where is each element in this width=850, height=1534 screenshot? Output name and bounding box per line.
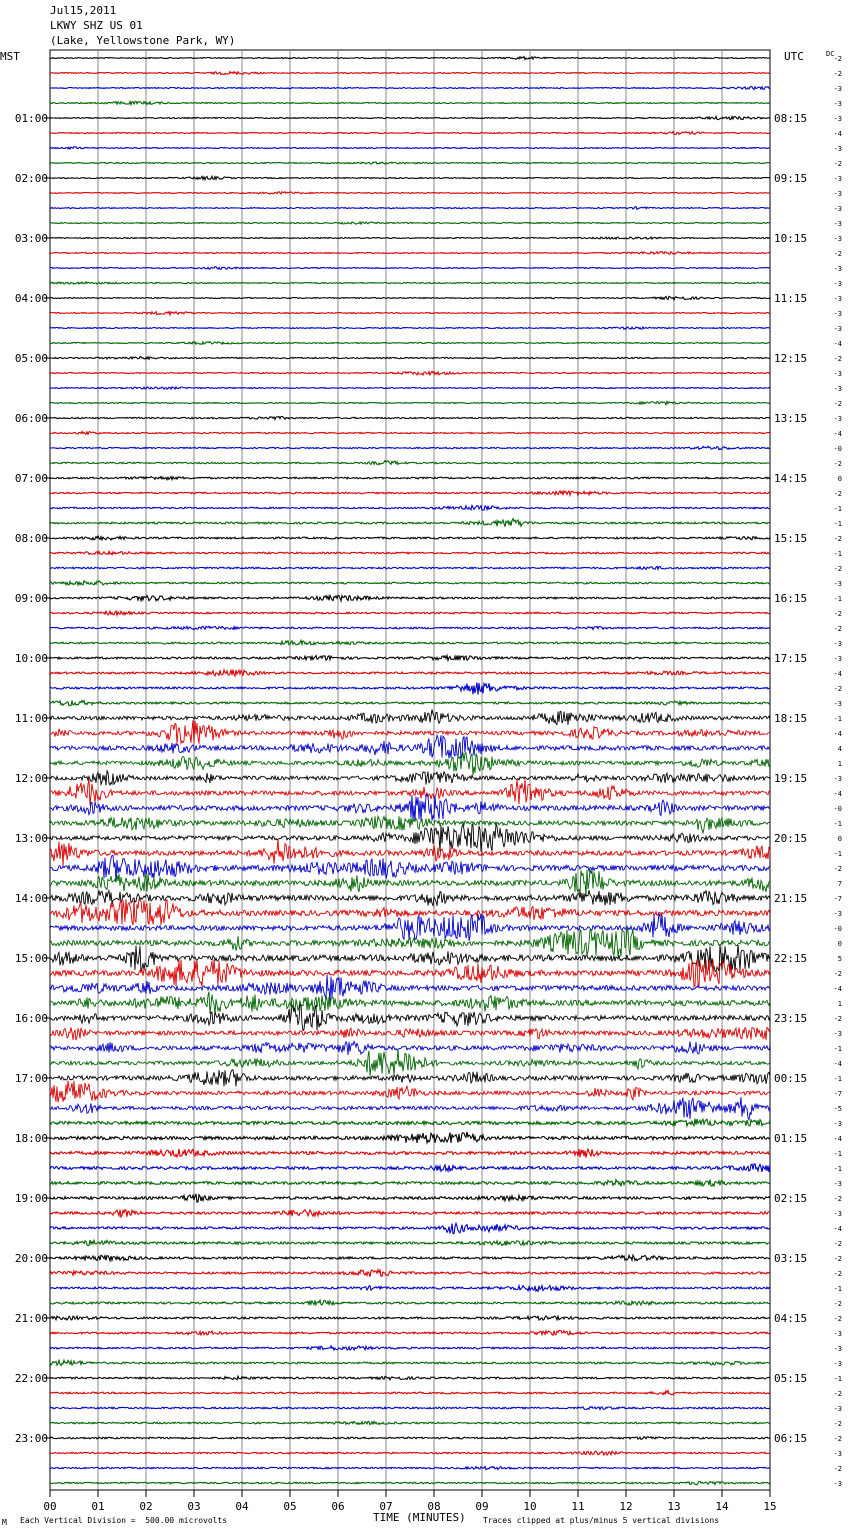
left-hour-label: 09:00 [14, 592, 48, 605]
seismic-trace [50, 1119, 770, 1126]
seismic-trace [50, 1180, 770, 1187]
dc-offset-label: 0 [837, 475, 842, 483]
dc-offset-label: -4 [833, 670, 842, 678]
dc-offset-label: -3 [833, 1210, 842, 1218]
seismic-trace [50, 402, 770, 405]
seismic-trace [50, 1376, 770, 1380]
dc-offset-label: -2 [833, 70, 842, 78]
seismic-trace [50, 371, 770, 375]
seismic-trace [50, 890, 770, 906]
seismic-trace [50, 1223, 770, 1233]
seismic-trace [50, 899, 770, 925]
x-tick-label: 13 [667, 1500, 681, 1513]
dc-offset-label: 7 [837, 880, 842, 888]
dc-offset-label: -4 [833, 340, 842, 348]
seismic-trace [50, 101, 770, 104]
dc-offset-label: -2 [833, 1435, 842, 1443]
dc-offset-label: -7 [833, 895, 842, 903]
seismic-trace [50, 701, 770, 706]
corner-mark: M [2, 1518, 7, 1527]
left-hour-label: 19:00 [14, 1192, 48, 1205]
dc-offset-label: -2 [833, 970, 842, 978]
seismic-trace [50, 1132, 770, 1143]
seismic-trace [50, 1240, 770, 1246]
right-hour-label: 18:15 [774, 712, 808, 725]
seismic-trace [50, 282, 770, 284]
dc-offset-label: -3 [833, 220, 842, 228]
dc-offset-label: -3 [833, 640, 842, 648]
dc-offset-label: -3 [833, 175, 842, 183]
seismic-trace [50, 670, 770, 677]
left-hour-label: 16:00 [14, 1012, 48, 1025]
right-hour-label: 03:15 [774, 1252, 808, 1265]
dc-offset-label: -0 [833, 925, 842, 933]
seismic-trace [50, 162, 770, 164]
seismic-trace [50, 461, 770, 465]
seismic-trace [50, 506, 770, 511]
seismic-trace [50, 536, 770, 540]
dc-offset-label: -3 [833, 415, 842, 423]
seismic-trace [50, 735, 770, 758]
seismic-trace [50, 1255, 770, 1261]
seismic-trace [50, 1005, 770, 1031]
seismic-trace [50, 117, 770, 120]
seismic-trace [50, 1210, 770, 1217]
dc-offset-label: 1 [837, 760, 842, 768]
x-tick-label: 15 [763, 1500, 777, 1513]
seismic-trace [50, 342, 770, 345]
dc-offset-label: -3 [833, 115, 842, 123]
seismic-trace [50, 1437, 770, 1440]
right-hour-label: 20:15 [774, 832, 808, 845]
x-tick-label: 12 [619, 1500, 633, 1513]
dc-label: DC [826, 50, 835, 58]
right-hour-label: 06:15 [774, 1432, 808, 1445]
dc-offset-label: -2 [833, 1240, 842, 1248]
x-tick-label: 14 [715, 1500, 729, 1513]
dc-offset-label: -2 [833, 1390, 842, 1398]
right-hour-label: 00:15 [774, 1072, 808, 1085]
right-hour-label: 21:15 [774, 892, 808, 905]
dc-offset-label: -3 [833, 1180, 842, 1188]
dc-offset-label: -3 [833, 235, 842, 243]
right-hour-label: 09:15 [774, 172, 808, 185]
date-title: Jul15,2011 [50, 4, 117, 17]
left-hour-label: 04:00 [14, 292, 48, 305]
left-hour-label: 10:00 [14, 652, 48, 665]
seismic-trace [50, 771, 770, 786]
right-hour-label: 10:15 [774, 232, 808, 245]
left-hour-label: 11:00 [14, 712, 48, 725]
seismic-trace [50, 753, 770, 776]
seismic-trace [50, 357, 770, 360]
x-tick-label: 02 [139, 1500, 153, 1513]
seismic-trace [50, 491, 770, 496]
dc-offset-label: -3 [833, 1360, 842, 1368]
dc-offset-label: -3 [833, 580, 842, 588]
dc-offset-label: -2 [833, 610, 842, 618]
seismic-trace [50, 387, 770, 389]
dc-offset-label: -3 [833, 265, 842, 273]
seismic-trace [50, 431, 770, 434]
seismic-trace [50, 683, 770, 695]
left-hour-label: 07:00 [14, 472, 48, 485]
seismic-trace [50, 611, 770, 615]
dc-offset-label: -2 [833, 625, 842, 633]
dc-offset-label: -4 [833, 1225, 842, 1233]
dc-offset-label: -1 [833, 1375, 842, 1383]
left-hour-label: 03:00 [14, 232, 48, 245]
clip-note: Traces clipped at plus/minus 5 vertical divisions [483, 1516, 720, 1525]
dc-offset-label: -3 [833, 205, 842, 213]
right-hour-label: 11:15 [774, 292, 808, 305]
station-title: LKWY SHZ US 01 [50, 19, 143, 32]
dc-offset-label: -2 [833, 1270, 842, 1278]
seismic-trace [50, 327, 770, 329]
x-tick-label: 09 [475, 1500, 489, 1513]
seismic-trace [50, 1049, 770, 1076]
seismic-trace [50, 795, 770, 822]
dc-offset-label: -7 [833, 1090, 842, 1098]
right-hour-label: 05:15 [774, 1372, 808, 1385]
seismic-trace [50, 477, 770, 480]
dc-offset-label: -3 [833, 100, 842, 108]
seismic-trace [50, 296, 770, 300]
left-hour-label: 08:00 [14, 532, 48, 545]
seismic-trace [50, 1330, 770, 1335]
right-hour-label: 19:15 [774, 772, 808, 785]
dc-offset-label: -2 [833, 355, 842, 363]
x-tick-label: 03 [187, 1500, 201, 1513]
dc-offset-label: -3 [833, 655, 842, 663]
dc-offset-label: -3 [833, 325, 842, 333]
dc-offset-label: -2 [833, 1420, 842, 1428]
trace-layer [50, 57, 770, 1485]
x-tick-label: 04 [235, 1500, 249, 1513]
dc-offset-label: 0 [837, 835, 842, 843]
dc-offset-label: -2 [833, 685, 842, 693]
seismic-trace [50, 816, 770, 833]
left-hour-label: 12:00 [14, 772, 48, 785]
dc-offset-label: -4 [833, 430, 842, 438]
x-tick-label: 11 [571, 1500, 585, 1513]
x-tick-label: 06 [331, 1500, 345, 1513]
seismic-trace [50, 1027, 770, 1040]
dc-offset-label: -2 [833, 1255, 842, 1263]
x-tick-label: 07 [379, 1500, 393, 1513]
seismic-trace [50, 176, 770, 179]
seismic-trace [50, 1081, 770, 1103]
dc-offset-label: -1 [833, 1150, 842, 1158]
seismic-trace [50, 207, 770, 210]
seismic-trace [50, 312, 770, 315]
left-hour-label: 13:00 [14, 832, 48, 845]
seismic-trace [50, 1300, 770, 1305]
plot-frame [50, 50, 770, 1490]
left-hour-label: 01:00 [14, 112, 48, 125]
seismic-trace [50, 1270, 770, 1277]
dc-offset-label: -1 [833, 1075, 842, 1083]
dc-offset-label: -2 [833, 1015, 842, 1023]
right-hour-label: 22:15 [774, 952, 808, 965]
dc-offset-label: 0 [837, 940, 842, 948]
right-hour-label: 08:15 [774, 112, 808, 125]
dc-offset-label: -3 [833, 1330, 842, 1338]
dc-offset-label: -2 [833, 1315, 842, 1323]
right-hour-label: 17:15 [774, 652, 808, 665]
seismic-trace [50, 237, 770, 239]
dc-offset-label: -2 [833, 490, 842, 498]
seismic-trace [50, 1421, 770, 1424]
right-hour-label: 15:15 [774, 532, 808, 545]
seismic-trace [50, 914, 770, 941]
dc-offset-label: -3 [833, 1450, 842, 1458]
right-hour-label: 14:15 [774, 472, 808, 485]
seismic-trace [50, 446, 770, 449]
seismic-trace [50, 1149, 770, 1158]
dc-offset-label: -3 [833, 1480, 842, 1488]
right-hour-label: 12:15 [774, 352, 808, 365]
dc-offset-label: -1 [833, 550, 842, 558]
seismic-trace [50, 132, 770, 135]
dc-offset-label: -2 [833, 55, 842, 63]
dc-offset-label: -3 [833, 700, 842, 708]
dc-offset-label: -4 [833, 790, 842, 798]
seismic-trace [50, 1164, 770, 1172]
seismic-trace [50, 147, 770, 149]
seismic-trace [50, 581, 770, 585]
left-hour-label: 05:00 [14, 352, 48, 365]
seismic-trace [50, 656, 770, 661]
left-hour-label: 14:00 [14, 892, 48, 905]
seismic-trace [50, 959, 770, 987]
location-title: (Lake, Yellowstone Park, WY) [50, 34, 236, 47]
dc-offset-label: -4 [833, 985, 842, 993]
dc-offset-label: -2 [833, 460, 842, 468]
dc-offset-label: -1 [833, 1165, 842, 1173]
x-tick-label: 10 [523, 1500, 537, 1513]
dc-offset-label: -2 [833, 1300, 842, 1308]
left-hour-label: 20:00 [14, 1252, 48, 1265]
seismic-trace [50, 417, 770, 420]
seismic-trace [50, 551, 770, 554]
dc-offset-label: -4 [833, 130, 842, 138]
seismic-trace [50, 1407, 770, 1410]
scale-note: Each Vertical Division = 500.00 microvolts [20, 1516, 228, 1525]
seismic-trace [50, 1346, 770, 1350]
dc-offset-label: -3 [833, 1345, 842, 1353]
seismic-trace [50, 595, 770, 601]
seismic-trace [50, 945, 770, 972]
dc-offset-label: -0 [833, 445, 842, 453]
dc-offset-label: -3 [833, 310, 842, 318]
right-timezone-label: UTC [784, 50, 804, 63]
seismic-trace [50, 1041, 770, 1055]
dc-offset-label: -1 [833, 715, 842, 723]
seismic-trace [50, 929, 770, 957]
dc-offset-label: -1 [833, 820, 842, 828]
dc-offset-label: -2 [833, 160, 842, 168]
left-hour-label: 15:00 [14, 952, 48, 965]
dc-offset-label: -1 [833, 595, 842, 603]
seismic-trace [50, 855, 770, 881]
dc-offset-label: -2 [833, 865, 842, 873]
dc-offset-label: -0 [833, 805, 842, 813]
left-hour-label: 02:00 [14, 172, 48, 185]
x-tick-label: 01 [91, 1500, 105, 1513]
dc-offset-label: -2 [833, 565, 842, 573]
dc-offset-label: -1 [833, 1285, 842, 1293]
dc-offset-label: -2 [833, 535, 842, 543]
seismic-trace [50, 1481, 770, 1485]
dc-offset-label: -3 [833, 1030, 842, 1038]
seismic-trace [50, 1097, 770, 1120]
seismic-trace [50, 720, 770, 744]
seismic-trace [50, 1451, 770, 1455]
seismic-trace [50, 1286, 770, 1292]
x-tick-label: 08 [427, 1500, 441, 1513]
dc-offset-label: -3 [833, 1120, 842, 1128]
seismic-trace [50, 1316, 770, 1320]
dc-offset-label: -1 [833, 505, 842, 513]
seismic-trace [50, 267, 770, 270]
seismic-trace [50, 519, 770, 527]
dc-offset-label: -5 [833, 1105, 842, 1113]
seismic-trace [50, 1070, 770, 1087]
seismic-trace [50, 222, 770, 224]
left-hour-label: 22:00 [14, 1372, 48, 1385]
dc-offset-label: -3 [833, 145, 842, 153]
dc-offset-label: -2 [833, 1465, 842, 1473]
x-tick-label: 00 [43, 1500, 57, 1513]
dc-offset-label: 5 [837, 955, 842, 963]
dc-offset-label: -3 [833, 295, 842, 303]
dc-offset-label: -2 [833, 250, 842, 258]
seismic-trace [50, 626, 770, 629]
dc-offset-label: -3 [833, 280, 842, 288]
dc-offset-label: -3 [833, 775, 842, 783]
dc-offset-label: -4 [833, 730, 842, 738]
left-hour-label: 06:00 [14, 412, 48, 425]
x-tick-label: 05 [283, 1500, 297, 1513]
seismic-trace [50, 824, 770, 852]
seismic-trace [50, 72, 770, 75]
dc-offset-label: -2 [833, 1195, 842, 1203]
seismic-trace [50, 869, 770, 895]
right-hour-label: 01:15 [774, 1132, 808, 1145]
dc-offset-label: -3 [833, 385, 842, 393]
seismic-trace [50, 992, 770, 1014]
seismic-trace [50, 192, 770, 194]
dc-offset-label: -3 [833, 1405, 842, 1413]
x-axis-title: TIME (MINUTES) [373, 1511, 466, 1524]
right-hour-label: 02:15 [774, 1192, 808, 1205]
seismic-trace [50, 710, 770, 725]
dc-offset-label: -4 [833, 1135, 842, 1143]
left-hour-label: 21:00 [14, 1312, 48, 1325]
left-hour-label: 17:00 [14, 1072, 48, 1085]
dc-offset-label: -4 [833, 1060, 842, 1068]
dc-offset-label: -3 [833, 910, 842, 918]
left-hour-label: 18:00 [14, 1132, 48, 1145]
seismic-trace [50, 1360, 770, 1365]
seismic-trace [50, 1466, 770, 1469]
dc-offset-label: -3 [833, 190, 842, 198]
dc-offset-label: -2 [833, 400, 842, 408]
right-hour-label: 13:15 [774, 412, 808, 425]
dc-offset-label: -3 [833, 370, 842, 378]
right-hour-label: 16:15 [774, 592, 808, 605]
seismic-trace [50, 1391, 770, 1395]
seismic-trace [50, 566, 770, 569]
dc-offset-label: -1 [833, 1045, 842, 1053]
dc-offset-label: -1 [833, 850, 842, 858]
left-hour-label: 23:00 [14, 1432, 48, 1445]
left-timezone-label: MST [0, 50, 20, 63]
dc-offset-label: -1 [833, 520, 842, 528]
seismic-trace [50, 1194, 770, 1202]
right-hour-label: 23:15 [774, 1012, 808, 1025]
seismic-trace [50, 57, 770, 60]
dc-offset-label: -3 [833, 85, 842, 93]
seismic-trace [50, 87, 770, 90]
seismic-trace [50, 640, 770, 645]
dc-offset-label: 1 [837, 1000, 842, 1008]
right-hour-label: 04:15 [774, 1312, 808, 1325]
seismic-trace [50, 252, 770, 255]
dc-offset-label: 4 [837, 745, 842, 753]
